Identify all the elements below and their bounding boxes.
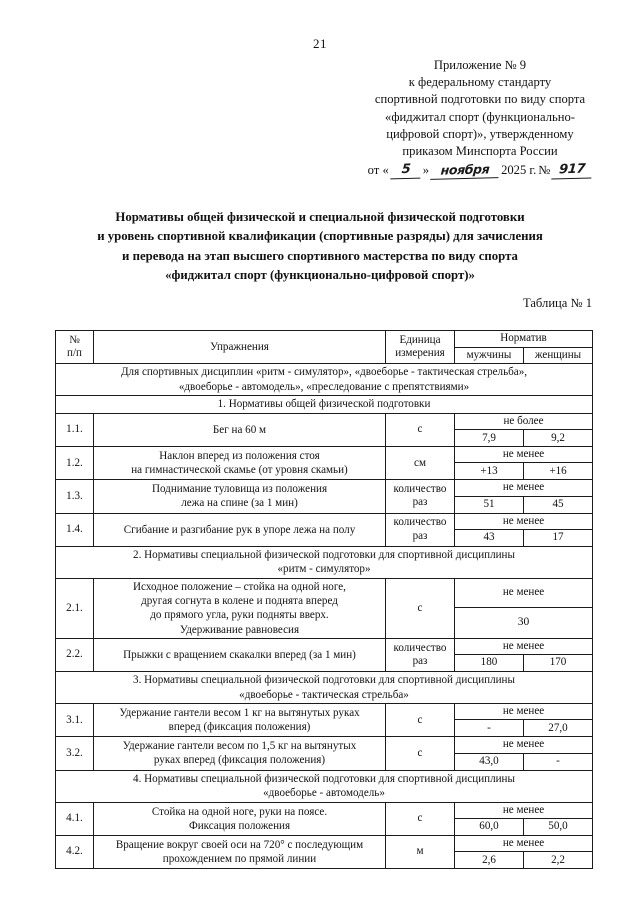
row-unit-11 [386, 413, 455, 446]
row-unit-14-line-1: количество [393, 516, 447, 529]
th-number-line-2: п/п [67, 347, 82, 360]
row-exercise-14 [94, 513, 386, 546]
appendix-line-2: к федеральному стандарту [408, 75, 552, 90]
row-unit-42 [386, 835, 455, 868]
row-condition-21: не менее [455, 578, 593, 607]
row-unit-12 [386, 447, 455, 480]
row-value-women-31: 27,0 [524, 720, 593, 737]
table-header-row-1 [56, 331, 593, 348]
appendix-line-3: спортивной подготовки по виду спорта [374, 92, 586, 107]
title-line-1: Нормативы общей физической и специальной физической подготовки [115, 210, 525, 224]
row-unit-21-line-1: с [417, 601, 423, 614]
section-heading-2 [56, 546, 593, 578]
row-exercise-13-line-1: Поднимание туловища из положения [151, 483, 328, 496]
row-value-men-41: 60,0 [455, 818, 524, 835]
handwritten-day: 5 [390, 161, 422, 180]
row-value-both-21: 30 [455, 608, 593, 639]
row-exercise-22 [94, 638, 386, 671]
row-exercise-41-line-1: Стойка на одной ноге, руки на поясе. [151, 805, 328, 818]
row-exercise-13-line-2: лежа на спине (за 1 мин) [181, 497, 298, 510]
row-number-14: 1.4. [56, 513, 94, 546]
appendix-line-4: «фиджитал спорт (функционально- [385, 109, 575, 124]
table-row [56, 704, 593, 720]
date-year: 2025 г. [501, 163, 537, 178]
th-number [56, 331, 94, 364]
row-unit-13 [386, 480, 455, 513]
row-exercise-42 [94, 835, 386, 868]
th-unit [386, 331, 455, 364]
row-exercise-32-line-2: руках вперед (фиксация положения) [153, 754, 326, 767]
row-number-11: 1.1. [56, 413, 94, 446]
row-value-men-31: - [455, 720, 524, 737]
row-exercise-12 [94, 447, 386, 480]
row-exercise-21-line-3: до прямого угла, руки подняты вверх. [150, 609, 329, 622]
row-value-women-11: 9,2 [524, 430, 593, 447]
table-caption: Таблица № 1 [522, 296, 592, 310]
th-exercise: Упражнения [94, 331, 386, 364]
table-row [56, 802, 593, 818]
row-unit-13-line-1: количество [393, 483, 447, 496]
section-heading-3 [56, 672, 593, 704]
table-row [56, 638, 593, 654]
row-unit-14-line-2: раз [412, 529, 428, 542]
section-heading-4-line-1: 4. Нормативы специальной физической подготовки для спортивной дисциплины [133, 772, 515, 785]
row-number-21: 2.1. [56, 578, 94, 638]
row-number-42: 4.2. [56, 835, 94, 868]
section-heading-row-1 [56, 396, 593, 414]
handwritten-month: ноября [430, 160, 500, 180]
row-value-women-12: +16 [524, 463, 593, 480]
row-condition-12: не менее [455, 447, 593, 463]
row-unit-12-line-1: см [414, 456, 426, 469]
row-unit-31 [386, 704, 455, 737]
row-exercise-21 [94, 578, 386, 638]
row-unit-13-line-2: раз [412, 496, 428, 509]
row-value-women-41: 50,0 [524, 818, 593, 835]
row-unit-22 [386, 638, 455, 671]
row-condition-41: не менее [455, 802, 593, 818]
row-exercise-22-line-1: Прыжки с вращением скакалки вперед (за 1 мин) [123, 648, 356, 661]
norms-table [55, 330, 593, 869]
norms-table-wrapper [55, 330, 592, 869]
row-value-women-14: 17 [524, 529, 593, 546]
disciplines-note-line-1: Для спортивных дисциплин «ритм - симулятор», «двоеборье - тактическая стрельба», [120, 366, 528, 379]
row-unit-21 [386, 578, 455, 638]
date-quote: » [422, 163, 430, 178]
row-condition-22: не менее [455, 638, 593, 654]
section-heading-row-4 [56, 770, 593, 802]
section-heading-row-2 [56, 546, 593, 578]
document-title [42, 208, 598, 286]
row-exercise-32-line-1: Удержание гантели весом по 1,5 кг на вытянутых [122, 740, 357, 753]
section-heading-2-line-1: 2. Нормативы специальной физической подготовки для спортивной дисциплины [133, 548, 515, 561]
row-exercise-11-line-1: Бег на 60 м [212, 423, 267, 436]
appendix-line-6: приказом Минспорта России [402, 144, 558, 159]
row-exercise-21-line-4: Удерживание равновесия [179, 623, 300, 636]
row-exercise-31-line-1: Удержание гантели весом 1 кг на вытянутых руках [119, 707, 360, 720]
title-line-4: «фиджитал спорт (функционально-цифровой спорт)» [165, 268, 475, 283]
section-heading-2-line-2: «ритм - симулятор» [277, 563, 371, 576]
disciplines-note-line-2: «двоеборье - автомодель», «преследование с препятствиями» [178, 380, 470, 393]
row-unit-32-line-1: с [417, 746, 423, 759]
th-men: мужчины [455, 348, 524, 364]
row-value-men-42: 2,6 [455, 852, 524, 869]
table-row [56, 578, 593, 607]
row-exercise-31-line-2: вперед (фиксация положения) [168, 721, 311, 734]
row-unit-11-line-1: с [417, 423, 423, 436]
section-heading-3-line-1: 3. Нормативы специальной физической подготовки для спортивной дисциплины [133, 674, 515, 686]
row-exercise-12-line-2: на гимнастической скамье (от уровня скамьи) [131, 464, 348, 477]
th-number-line-1: № [69, 333, 80, 346]
row-number-41: 4.1. [56, 802, 94, 835]
row-value-men-13: 51 [455, 496, 524, 513]
row-value-men-14: 43 [455, 529, 524, 546]
table-row [56, 737, 593, 753]
row-number-12: 1.2. [56, 447, 94, 480]
row-condition-31: не менее [455, 704, 593, 720]
row-value-women-32: - [524, 753, 593, 770]
row-unit-42-line-1: м [416, 845, 424, 858]
date-prefix: от « [367, 163, 389, 178]
row-value-men-12: +13 [455, 463, 524, 480]
disciplines-note-row [56, 364, 593, 396]
row-number-13: 1.3. [56, 480, 94, 513]
table-row [56, 480, 593, 496]
row-value-men-22: 180 [455, 655, 524, 672]
row-exercise-42-line-1: Вращение вокруг своей оси на 720° с последующим [115, 838, 364, 851]
row-number-31: 3.1. [56, 704, 94, 737]
row-exercise-11 [94, 413, 386, 446]
row-condition-32: не менее [455, 737, 593, 753]
table-row [56, 513, 593, 529]
row-exercise-21-line-1: Исходное положение – стойка на одной ноге, [133, 580, 346, 593]
appendix-line-1: Приложение № 9 [433, 58, 527, 72]
row-exercise-41 [94, 802, 386, 835]
appendix-reference-block [330, 57, 630, 179]
row-exercise-42-line-2: прохождением по прямой линии [162, 853, 317, 866]
row-condition-42: не менее [455, 835, 593, 851]
table-row [56, 835, 593, 851]
th-unit-line-2: измерения [395, 347, 445, 360]
title-line-2: и уровень спортивной квалификации (спортивные разряды) для зачисления [97, 229, 543, 244]
section-heading-4-line-2: «двоеборье - автомодель» [263, 787, 385, 800]
table-body [56, 364, 593, 869]
row-unit-22-line-2: раз [412, 654, 428, 667]
row-condition-11: не более [455, 413, 593, 429]
row-exercise-21-line-2: другая согнута в колене и поднята вперед [141, 595, 338, 608]
row-exercise-14-line-1: Сгибание и разгибание рук в упоре лежа на полу [123, 523, 356, 536]
handwritten-order-number: 917 [552, 161, 594, 180]
row-exercise-32 [94, 737, 386, 770]
section-heading-row-3 [56, 672, 593, 704]
row-value-men-11: 7,9 [455, 430, 524, 447]
row-value-women-22: 170 [524, 655, 593, 672]
row-exercise-12-line-1: Наклон вперед из положения стоя [159, 450, 320, 463]
section-heading-1 [56, 396, 593, 414]
table-row [56, 413, 593, 429]
title-line-3: и перевода на этап высшего спортивного мастерства по виду спорта [122, 248, 518, 263]
row-value-women-42: 2,2 [524, 852, 593, 869]
row-exercise-41-line-2: Фиксация положения [188, 819, 291, 832]
row-value-men-32: 43,0 [455, 753, 524, 770]
row-exercise-31 [94, 704, 386, 737]
row-value-women-13: 45 [524, 496, 593, 513]
row-unit-32 [386, 737, 455, 770]
row-condition-14: не менее [455, 513, 593, 529]
date-number-label: № [538, 163, 551, 178]
row-condition-13: не менее [455, 480, 593, 496]
disciplines-note [56, 364, 593, 396]
th-unit-line-1: Единица [399, 333, 441, 346]
row-unit-14 [386, 513, 455, 546]
row-unit-41 [386, 802, 455, 835]
table-head [56, 331, 593, 364]
table-row [56, 447, 593, 463]
appendix-line-5: цифровой спорт)», утвержденному [386, 126, 574, 141]
page-number: 21 [313, 36, 327, 51]
row-exercise-13 [94, 480, 386, 513]
row-number-32: 3.2. [56, 737, 94, 770]
row-unit-22-line-1: количество [393, 641, 447, 654]
th-norm: Норматив [455, 331, 593, 348]
section-heading-3-line-2: «двоеборье - тактическая стрельба» [239, 688, 409, 701]
row-unit-31-line-1: с [417, 713, 423, 726]
section-heading-4 [56, 770, 593, 802]
appendix-date-line [330, 161, 630, 179]
th-women: женщины [524, 348, 593, 364]
section-heading-1-line-1: 1. Нормативы общей физической подготовки [217, 398, 431, 411]
row-unit-41-line-1: с [417, 812, 423, 825]
row-number-22: 2.2. [56, 638, 94, 671]
